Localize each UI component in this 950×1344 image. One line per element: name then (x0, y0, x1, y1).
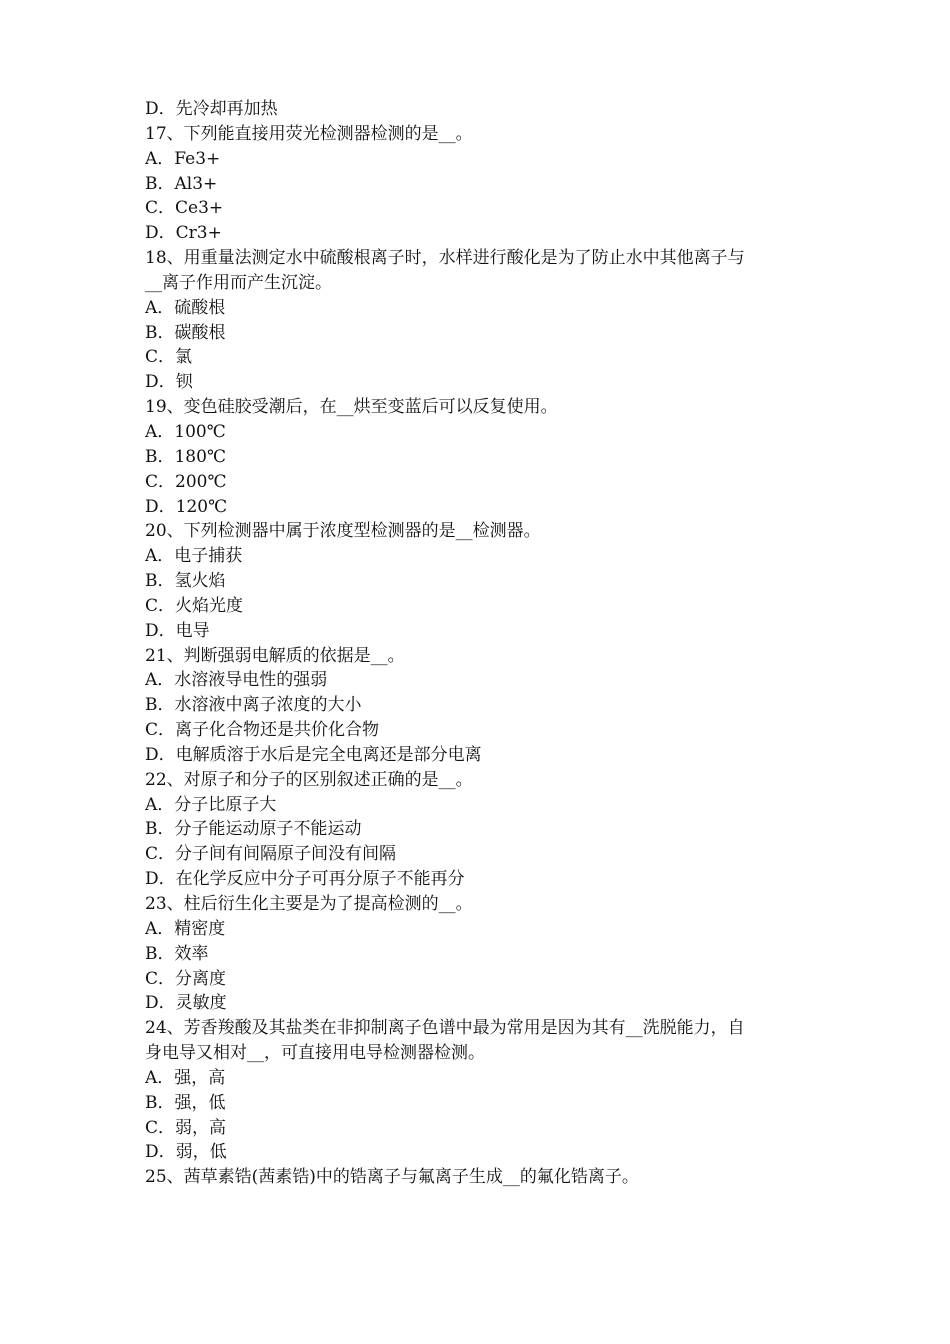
question-18: 18、用重量法测定水中硫酸根离子时，水样进行酸化是为了防止水中其他离子与 (145, 248, 745, 269)
option-a: A．分子比原子大 (145, 794, 277, 815)
option-b: B．强，低 (145, 1092, 226, 1113)
option-d: D．弱，低 (145, 1142, 227, 1163)
option-a: A．100℃ (145, 421, 226, 442)
question-17: 17、下列能直接用荧光检测器检测的是__。 (145, 123, 473, 144)
option-c: C．Ce3+ (145, 198, 224, 219)
option-b: B．氢火焰 (145, 571, 226, 592)
option-a: A．水溶液导电性的强弱 (145, 670, 328, 691)
text-line: D．先冷却再加热 (145, 99, 278, 119)
option-d: D．120℃ (145, 496, 228, 517)
option-d: D．电导 (145, 620, 210, 641)
option-b: B．Al3+ (145, 173, 218, 194)
option-b: B．水溶液中离子浓度的大小 (145, 695, 362, 716)
option-c: C．分离度 (145, 968, 227, 989)
option-c: C．200℃ (145, 471, 227, 492)
option-b: B．效率 (145, 943, 209, 964)
question-19: 19、变色硅胶受潮后，在__烘至变蓝后可以反复使用。 (145, 397, 558, 418)
option-a: A．强，高 (145, 1067, 226, 1088)
option-b: B．碳酸根 (145, 322, 226, 343)
option-c: C．弱，高 (145, 1117, 227, 1138)
question-21: 21、判断强弱电解质的依据是__。 (145, 645, 405, 666)
option-c: C．离子化合物还是共价化合物 (145, 720, 380, 741)
question-18-cont: __离子作用而产生沉淀。 (145, 272, 332, 293)
option-d: D．在化学反应中分子可再分原子不能再分 (145, 869, 465, 890)
option-a: A．精密度 (145, 918, 226, 939)
question-25: 25、茜草素锆(茜素锆)中的锆离子与氟离子生成__的氟化锆离子。 (145, 1167, 639, 1188)
option-b: B．分子能运动原子不能运动 (145, 819, 362, 840)
option-c: C．分子间有间隔原子间没有间隔 (145, 844, 397, 865)
document-page (145, 97, 825, 1190)
option-d: D．Cr3+ (145, 223, 222, 244)
question-23: 23、柱后衍生化主要是为了提高检测的__。 (145, 894, 473, 914)
option-d: D．钡 (145, 372, 193, 393)
option-b: B．180℃ (145, 446, 226, 467)
question-24-cont: 身电导又相对__，可直接用电导检测器检测。 (145, 1043, 485, 1064)
option-a: A．Fe3+ (145, 148, 221, 169)
question-22: 22、对原子和分子的区别叙述正确的是__。 (145, 769, 473, 790)
option-c: C．火焰光度 (145, 595, 244, 616)
option-d: D．灵敏度 (145, 993, 227, 1014)
option-d: D．电解质溶于水后是完全电离还是部分电离 (145, 744, 482, 765)
question-20: 20、下列检测器中属于浓度型检测器的是__检测器。 (145, 521, 541, 542)
option-a: A．硫酸根 (145, 297, 226, 318)
option-c: C．氯 (145, 347, 193, 368)
question-24: 24、芳香羧酸及其盐类在非抑制离子色谱中最为常用是因为其有__洗脱能力，自 (145, 1018, 745, 1039)
option-a: A．电子捕获 (145, 546, 243, 567)
